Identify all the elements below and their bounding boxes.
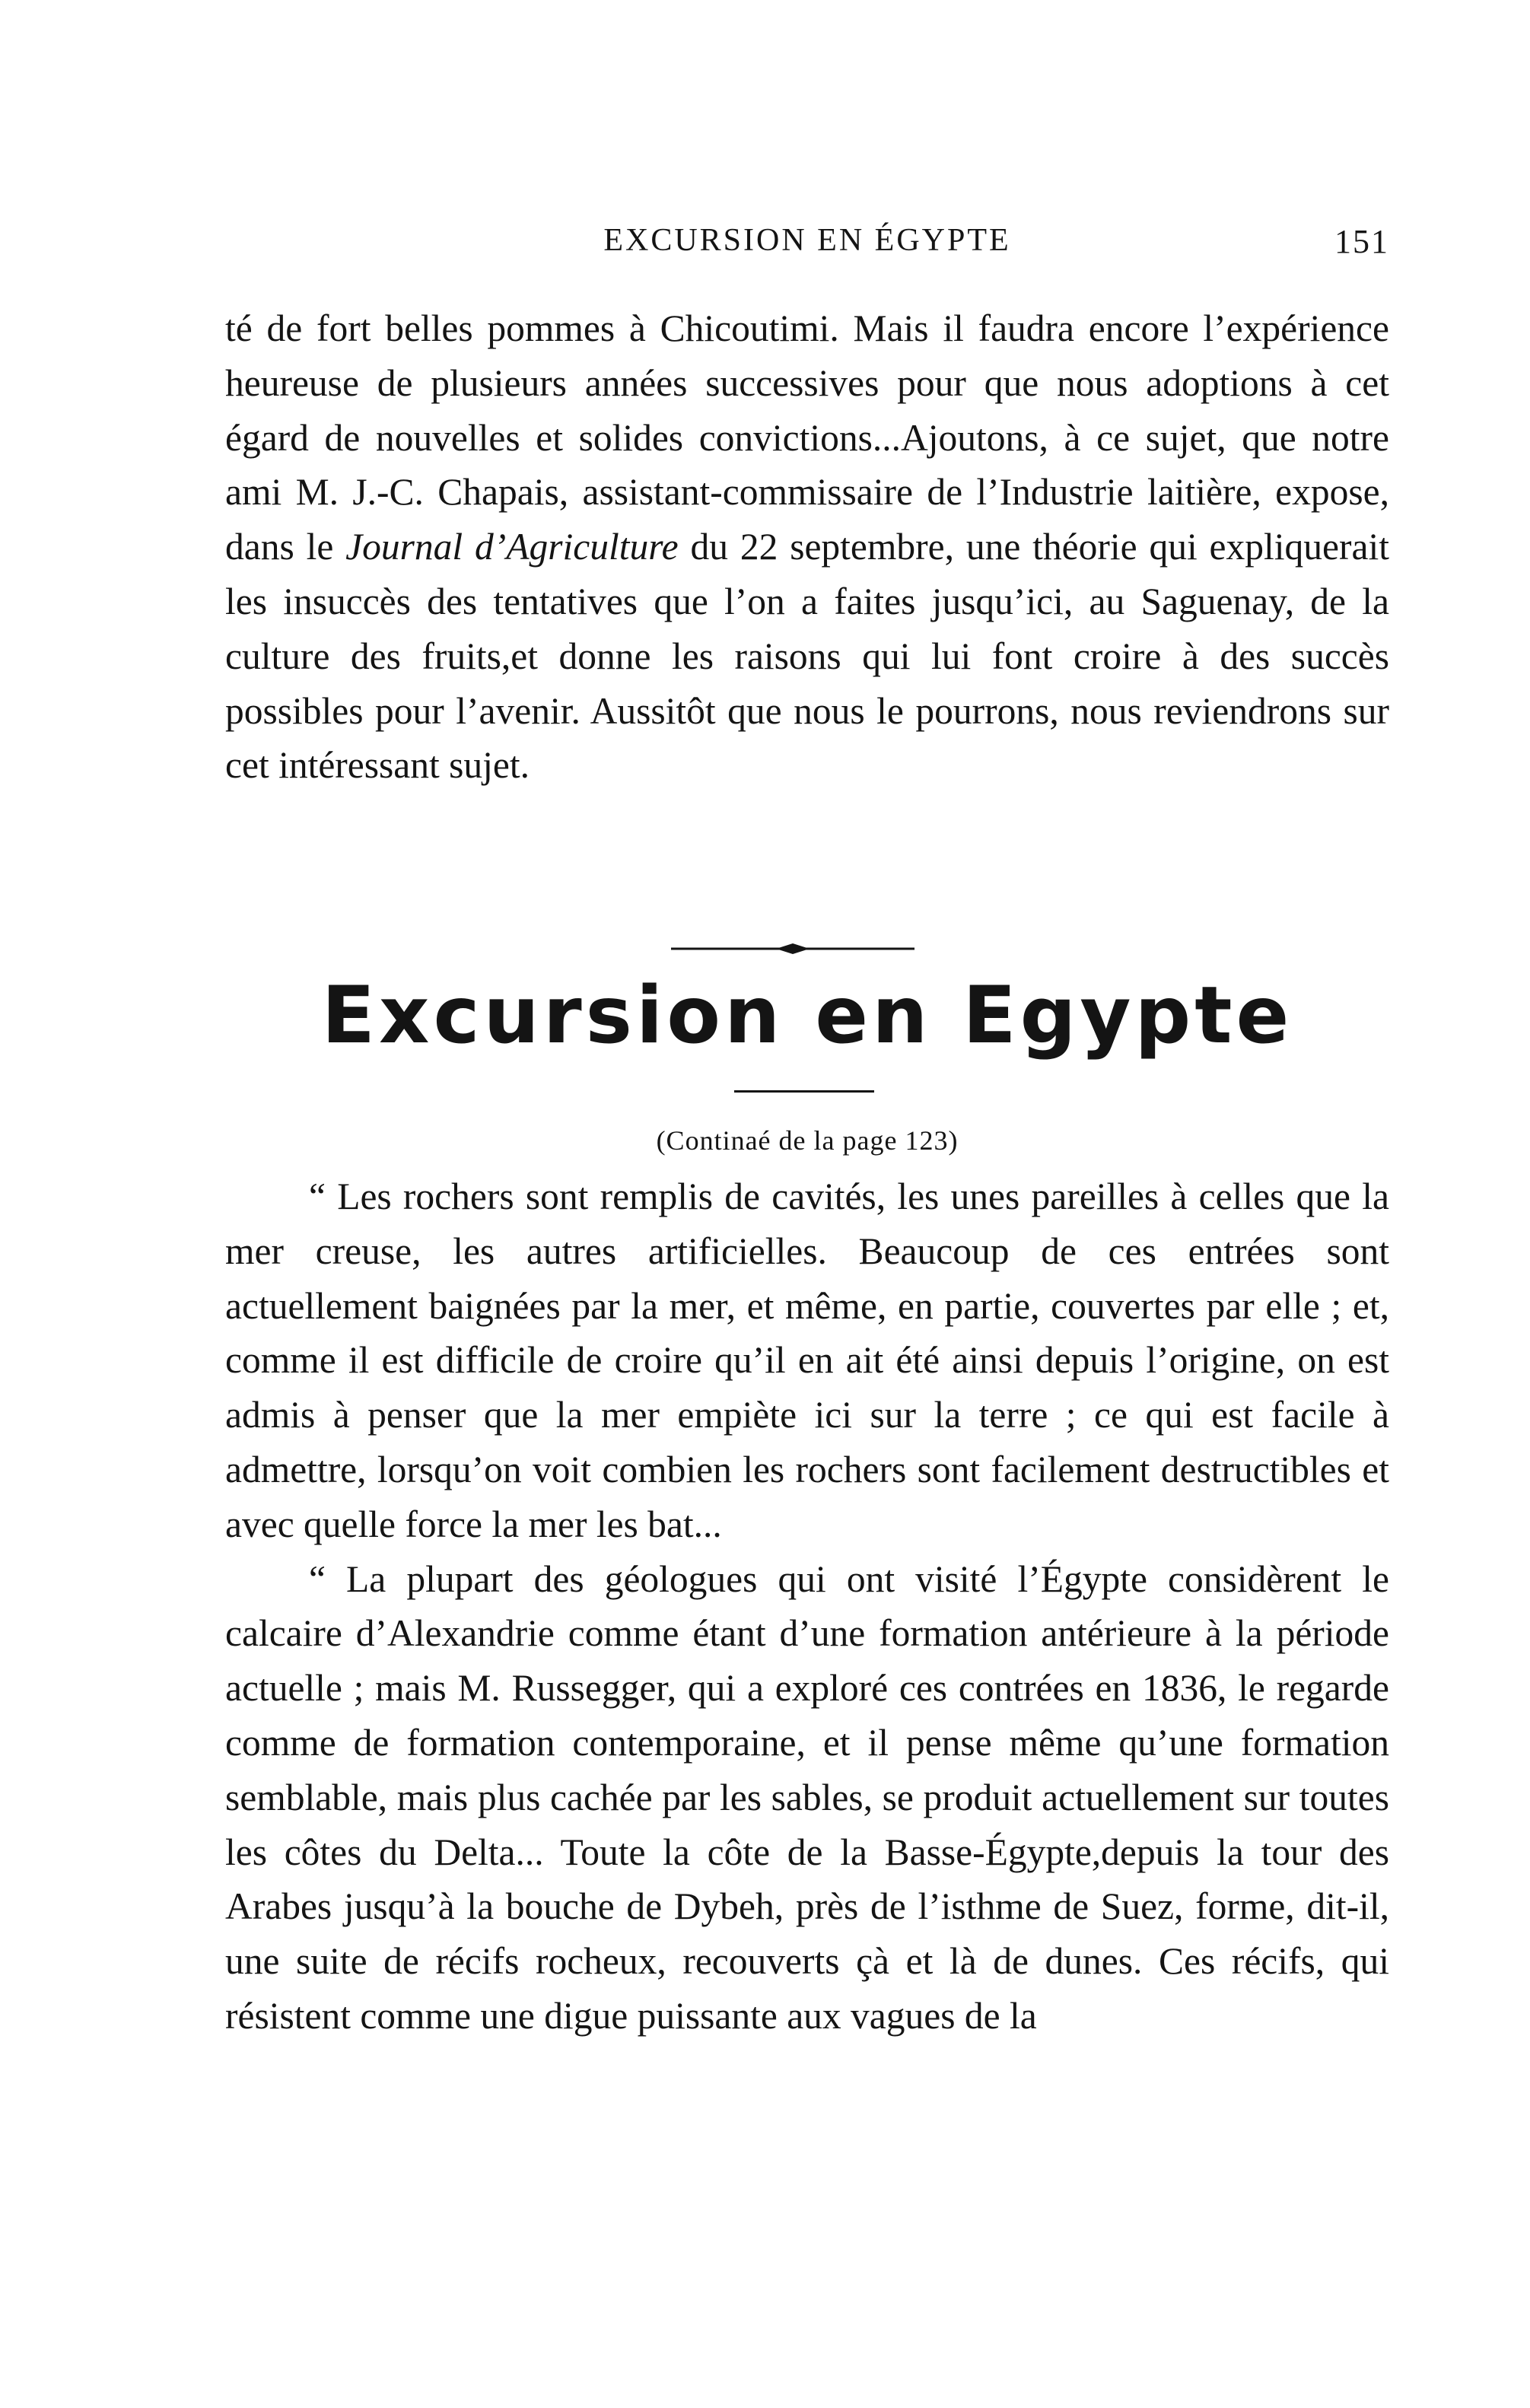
paragraph-text-part-1: té de fort belles pommes à Chicoutimi. Mais il faudra encore l’expérience heureuse de plusieurs années successives pour que nous adoptions à cet égard de nouvelles et solides convictions...Ajoutons, à ce sujet, que notre ami M. J.-C. Chapais, assistant-commissaire de l’Industrie laitière, expose, dans le bbox=[225, 307, 1389, 568]
body-paragraph-2: “ La plupart des géologues qui ont visité l’Égypte considèrent le calcaire d’Alexandrie comme étant d’une formation antérieure à la période actuelle ; mais M. Russegger, qui a exploré ces contrées en 1836, le regarde comme de formation contemporaine, et il pense même qu’une formation semblable, mais plus cachée par les sables, se produit actuellement sur toutes les côtes du Delta... Toute la côte de la Basse-Égypte,depuis la tour des Arabes jusqu’à la bouche de Dybeh, près de l’isthme de Suez, forme, dit-il, une suite de récifs rocheux, recouverts çà et là de dunes. Ces récifs, qui résistent comme une digue puissante aux vagues de la bbox=[225, 1557, 1389, 2037]
body-paragraph-1: “ Les rochers sont remplis de cavités, les unes pareilles à celles que la mer creuse, les autres artificielles. Beaucoup de ces entrées sont actuellement baignées par la mer, et même, en partie, couvertes par elle ; et, comme il est difficile de croire qu’il en ait été ainsi depuis l’origine, on est admis à penser que la mer empiète ici sur la terre ; ce qui est facile à admettre, lorsqu’on voit combien les rochers sont facilement destructibles et avec quelle force la mer les bat... bbox=[225, 1175, 1389, 1545]
title-underline-rule bbox=[734, 1090, 874, 1093]
ornament-divider bbox=[671, 943, 915, 955]
page-number: 151 bbox=[1334, 223, 1389, 260]
running-title: EXCURSION EN ÉGYPTE bbox=[603, 223, 1011, 258]
running-head bbox=[225, 222, 1389, 268]
article-body bbox=[225, 1169, 1389, 2044]
paragraph-text-part-2: du 22 septembre, une théorie qui expliquerait les insuccès des tentatives que l’on a faites jusqu’ici, au Saguenay, de la culture des fruits,et donne les raisons qui lui font croire à des succès possibles pour l’avenir. Aussitôt que nous le pourrons, nous reviendrons sur cet intéressant sujet. bbox=[225, 526, 1389, 787]
paragraph-text bbox=[225, 301, 1389, 793]
continuation-note: (Continaé de la page 123) bbox=[656, 1125, 959, 1156]
section-title: Excursion en Egypte bbox=[321, 970, 1293, 1061]
first-paragraph bbox=[225, 301, 1389, 793]
journal-title: Journal d’Agriculture bbox=[345, 526, 679, 568]
